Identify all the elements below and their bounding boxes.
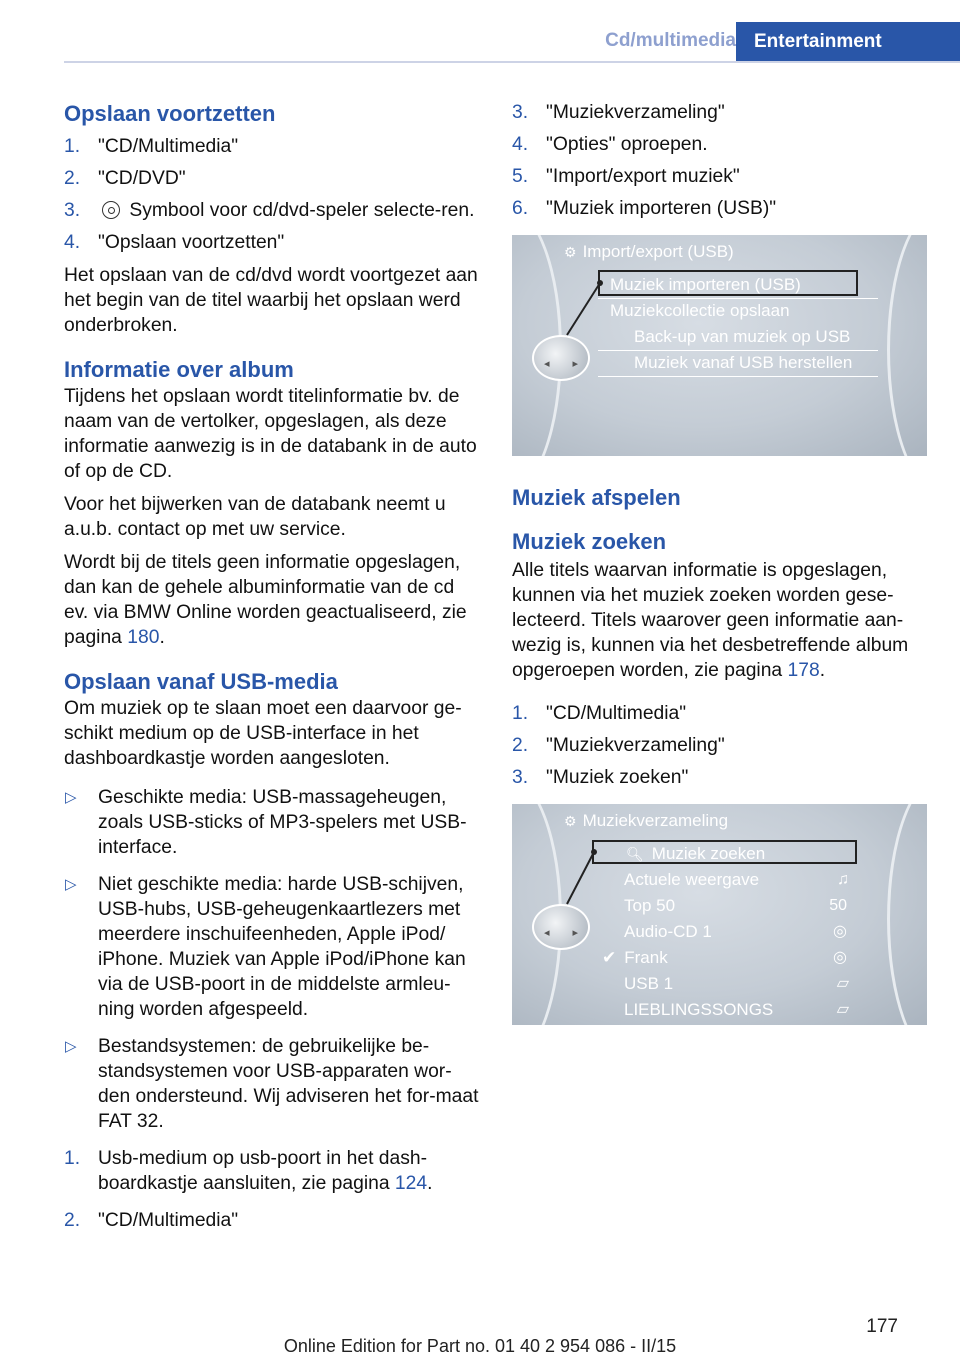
step-text: "CD/Multimedia" xyxy=(98,1210,239,1231)
step-number: 2. xyxy=(64,168,81,189)
step-text: Usb-medium op usb-poort in het dash-boardkastje aansluiten, zie pagina xyxy=(98,1148,428,1194)
list-item xyxy=(512,701,927,726)
steps-opslaan-voortzetten xyxy=(64,134,479,255)
step-number: 3. xyxy=(64,200,81,221)
heading-informatie-over-album: Informatie over album xyxy=(64,357,294,382)
step-text: "CD/Multimedia" xyxy=(546,703,687,724)
cd-icon: ◎ xyxy=(833,923,847,940)
steps-usb xyxy=(64,1146,479,1233)
step-number: 1. xyxy=(64,136,81,157)
step-text: "CD/Multimedia" xyxy=(98,136,239,157)
search-icon: 🔍︎ xyxy=(626,846,644,862)
cd-dvd-icon xyxy=(102,201,120,219)
list-item xyxy=(64,230,479,255)
menu-item-audio-cd-1[interactable]: Audio-CD 1 xyxy=(624,922,712,941)
step-number: 2. xyxy=(512,735,529,756)
triangle-bullet-icon: ▷ xyxy=(65,876,77,893)
options-icon: ⚙ xyxy=(564,813,577,829)
list-item xyxy=(64,785,479,860)
step-number: 4. xyxy=(512,134,529,155)
heading-muziek-afspelen: Muziek afspelen xyxy=(512,485,681,510)
menu-item-herstellen[interactable]: Muziek vanaf USB herstellen xyxy=(634,353,853,372)
menu-item-muziek-importeren[interactable]: Muziek importeren (USB) xyxy=(610,275,801,294)
menu-item-muziekcollectie-opslaan[interactable]: Muziekcollectie opslaan xyxy=(610,301,790,320)
step-text: "Muziek zoeken" xyxy=(546,767,689,788)
step-number: 1. xyxy=(512,703,529,724)
step-number: 2. xyxy=(64,1210,81,1231)
menu-item-usb-1[interactable]: USB 1 xyxy=(624,974,674,993)
menu-item-backup[interactable]: Back-up van muziek op USB xyxy=(634,327,851,346)
paragraph: Het opslaan van de cd/dvd wordt voortgezet aan het begin van de titel waarbij het opslaan werd onderbroken. xyxy=(64,265,478,336)
step-text: Symbool voor cd/dvd-speler selecte-ren. xyxy=(129,200,475,221)
paragraph: Om muziek op te slaan moet een daarvoor ge-schikt medium op de USB-interface in het dashboardkastje worden aangesloten. xyxy=(64,698,462,769)
now-playing-icon: ♫ xyxy=(837,871,849,888)
paragraph xyxy=(512,558,927,683)
step-text: "Import/export muziek" xyxy=(546,166,740,187)
left-column xyxy=(64,100,479,1241)
step-text: "Opslaan voortzetten" xyxy=(98,232,285,253)
page-header xyxy=(0,0,960,62)
step-end: . xyxy=(427,1173,433,1194)
list-item xyxy=(512,100,927,125)
screen-title-text: Import/export (USB) xyxy=(582,242,734,261)
cd-icon: ◎ xyxy=(833,949,847,966)
step-number: 4. xyxy=(64,232,81,253)
header-section-title: Cd/multimedia xyxy=(605,30,736,51)
step-text: "Opties" oproepen. xyxy=(546,134,708,155)
list-item xyxy=(64,1208,479,1233)
checkmark-icon: ✔ xyxy=(602,948,617,967)
bullet-list xyxy=(64,785,479,1134)
menu-item-label: Muziek zoeken xyxy=(651,844,766,863)
heading-opslaan-vanaf-usb: Opslaan vanaf USB-media xyxy=(64,669,338,694)
heading-opslaan-voortzetten: Opslaan voortzetten xyxy=(64,101,276,126)
paragraph-text: Alle titels waarvan informatie is opgeslagen, kunnen via het muziek zoeken worden gese-lecteerd. Titels waarover geen informatie aan-wezig is, kunnen via het desbetreffende album opgeroepen worden, zie pagina xyxy=(512,560,909,681)
paragraph-end: . xyxy=(819,660,826,681)
heading-muziek-zoeken: Muziek zoeken xyxy=(512,529,667,554)
paragraph-text: Wordt bij de titels geen informatie opgeslagen, dan kan de gehele albuminformatie van de cd ev. via BMW Online worden geactualiseerd, zie pagina xyxy=(64,552,467,648)
right-column xyxy=(512,100,927,1041)
list-item xyxy=(512,164,927,189)
controller-knob-icon: ◂ ▸ xyxy=(532,904,590,950)
bullet-text: Geschikte media: USB-massageheugen, zoals USB-sticks of MP3-spelers met USB-interface. xyxy=(98,787,467,858)
step-text: "CD/DVD" xyxy=(98,168,186,189)
page-link-180[interactable]: 180 xyxy=(127,627,160,648)
menu-item-actuele-weergave[interactable]: Actuele weergave xyxy=(624,870,760,889)
list-item xyxy=(64,198,479,223)
top50-icon: 50 xyxy=(829,897,847,914)
list-item xyxy=(512,196,927,221)
menu-item-top-50[interactable]: Top 50 xyxy=(624,896,676,915)
step-number: 3. xyxy=(512,767,529,788)
idrive-screen-import-export xyxy=(512,235,927,456)
paragraph-end: . xyxy=(159,627,165,648)
step-number: 3. xyxy=(512,102,529,123)
paragraph xyxy=(64,550,479,650)
menu-item-label: Frank xyxy=(624,948,668,967)
header-chapter-tab: Entertainment xyxy=(736,22,960,62)
triangle-bullet-icon: ▷ xyxy=(65,789,77,806)
list-item xyxy=(512,733,927,758)
list-item xyxy=(512,132,927,157)
usb-folder-icon: ▱ xyxy=(836,975,849,992)
step-number: 1. xyxy=(64,1148,81,1169)
page-number: 177 xyxy=(866,1316,898,1337)
options-icon: ⚙ xyxy=(564,244,577,260)
controller-knob-icon: ◂ ▸ xyxy=(532,335,590,381)
idrive-screen-muziekverzameling xyxy=(512,804,927,1025)
bullet-text: Bestandsystemen: de gebruikelijke be-standsystemen voor USB-apparaten wor-den ondersteund. Wij adviseren het for-maat FAT 32. xyxy=(98,1036,479,1132)
page-link-124[interactable]: 124 xyxy=(394,1173,428,1194)
step-text: "Muziek importeren (USB)" xyxy=(546,198,777,219)
menu-item-lieblingssongs[interactable]: LIEBLINGSSONGS xyxy=(624,1000,774,1019)
step-number: 6. xyxy=(512,198,529,219)
step-text: "Muziekverzameling" xyxy=(546,102,725,123)
list-item xyxy=(64,1146,479,1196)
steps-zoeken xyxy=(512,701,927,790)
list-item xyxy=(64,134,479,159)
steps-import xyxy=(512,100,927,221)
edition-footer: Online Edition for Part no. 01 40 2 954 086 - II/15 xyxy=(283,1336,677,1356)
screen-title-text: Muziekverzameling xyxy=(582,811,729,830)
step-text: "Muziekverzameling" xyxy=(546,735,725,756)
list-item xyxy=(64,166,479,191)
playlist-icon: ▱ xyxy=(836,1001,849,1018)
triangle-bullet-icon: ▷ xyxy=(65,1038,77,1055)
step-number: 5. xyxy=(512,166,529,187)
paragraph: Tijdens het opslaan wordt titelinformatie bv. de naam van de vertolker, opgeslagen, als deze informatie aanwezig is in de databank in de auto of op de CD. xyxy=(64,386,477,482)
list-item xyxy=(512,765,927,790)
page-link-178[interactable]: 178 xyxy=(787,660,820,681)
list-item xyxy=(64,872,479,1022)
list-item xyxy=(64,1034,479,1134)
bullet-text: Niet geschikte media: harde USB-schijven, USB-hubs, USB-geheugenkaartlezers met meerdere inschuifeenheden, Apple iPod/ iPhone. Muziek van Apple iPod/iPhone kan via de USB-poort in de middelste armleu-ning worden afgespeeld. xyxy=(98,874,466,1020)
header-rule xyxy=(64,61,960,63)
paragraph: Voor het bijwerken van de databank neemt u a.u.b. contact op met uw service. xyxy=(64,494,446,540)
